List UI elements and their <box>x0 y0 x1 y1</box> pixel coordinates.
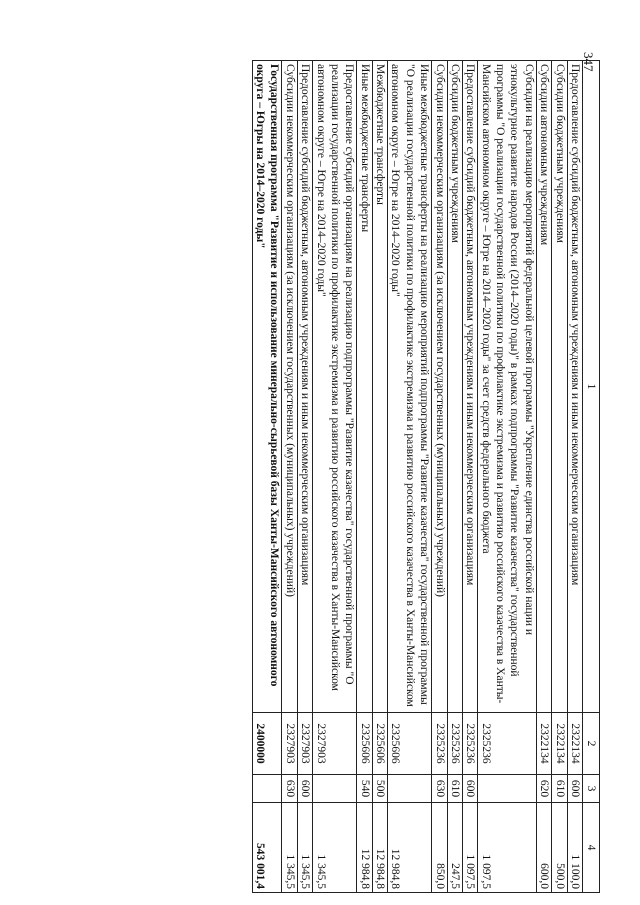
header-col-4: 4 <box>583 803 600 893</box>
header-col-1: 1 <box>583 61 600 713</box>
row-code: 2327903 <box>282 713 297 775</box>
header-row <box>583 61 600 893</box>
row-name: Субсидии на реализацию мероприятий федеральной целевой программы "Укрепление единства российской нации и этнокультурное развитие народов России (2014–2020 годы)" в рамках подпрограммы "Развитие казачества" государственной программы "О реализации государственной политики по профилактике экстремизма и развитию российского казачества в Ханты-Мансийском автономном округе – Югре на 2014–2020 годы" за счет средств федерального бюджета <box>478 61 537 713</box>
table-row <box>432 61 447 893</box>
row-name: Субсидии некоммерческим организациям (за исключением государственных (муниципальных) учреждений) <box>282 61 297 713</box>
row-amount: 12 984,8 <box>388 803 432 893</box>
row-code: 2325236 <box>432 713 447 775</box>
row-name: Межбюджетные трансферты <box>372 61 387 713</box>
row-amount: 1 097,5 <box>478 803 537 893</box>
row-type: 630 <box>282 775 297 803</box>
row-name: Субсидии автономным учреждениям <box>536 61 551 713</box>
row-name: Предоставление субсидий бюджетным, автономным учреждениям и иным некоммерческим организациям <box>297 61 312 713</box>
row-name: Государственная программа "Развитие и использование минерально-сырьевой базы Ханты-Мансийского автономного округа – Югры на 2014–2020 годы" <box>252 61 282 713</box>
row-name: Субсидии бюджетным учреждениям <box>552 61 567 713</box>
row-amount: 850,0 <box>432 803 447 893</box>
table-body <box>252 61 582 893</box>
table-row <box>357 61 372 893</box>
row-type: 600 <box>463 775 478 803</box>
row-type: 600 <box>297 775 312 803</box>
row-name: Предоставление субсидий бюджетным, автономным учреждениям и иным некоммерческим организациям <box>463 61 478 713</box>
row-amount: 1 345,5 <box>313 803 357 893</box>
table-row <box>536 61 551 893</box>
table-row <box>388 61 432 893</box>
table-row <box>567 61 582 893</box>
row-amount: 1 345,5 <box>282 803 297 893</box>
table-row <box>478 61 537 893</box>
row-type <box>313 775 357 803</box>
row-amount: 1 100,0 <box>567 803 582 893</box>
header-col-3: 3 <box>583 775 600 803</box>
table-row <box>313 61 357 893</box>
row-code: 2325236 <box>463 713 478 775</box>
table-row <box>372 61 387 893</box>
row-type: 600 <box>567 775 582 803</box>
row-code: 2327903 <box>313 713 357 775</box>
row-code: 2400000 <box>252 713 282 775</box>
row-code: 2325606 <box>388 713 432 775</box>
row-code: 2325606 <box>372 713 387 775</box>
row-amount: 1 345,5 <box>297 803 312 893</box>
row-type <box>252 775 282 803</box>
row-type <box>388 775 432 803</box>
row-type: 500 <box>372 775 387 803</box>
row-name: Иные межбюджетные трансферты на реализацию мероприятий подпрограммы "Развитие казачества" государственной программы "О реализации государственной политики по профилактике экстремизма и развитию российского казачества в Ханты-Мансийском автономном округе – Югре на 2014–2020 годы" <box>388 61 432 713</box>
table-row <box>552 61 567 893</box>
row-name: Предоставление субсидий бюджетным, автономным учреждениям и иным некоммерческим организациям <box>567 61 582 713</box>
row-amount: 247,5 <box>447 803 462 893</box>
row-type: 630 <box>432 775 447 803</box>
row-amount: 500,0 <box>552 803 567 893</box>
table-row <box>297 61 312 893</box>
row-amount: 600,0 <box>536 803 551 893</box>
row-name: Субсидии бюджетным учреждениям <box>447 61 462 713</box>
row-type: 540 <box>357 775 372 803</box>
budget-table <box>252 60 600 893</box>
row-name: Иные межбюджетные трансферты <box>357 61 372 713</box>
row-type: 620 <box>536 775 551 803</box>
row-code: 2322134 <box>552 713 567 775</box>
row-code: 2322134 <box>567 713 582 775</box>
table-row <box>252 61 282 893</box>
row-amount: 12 984,8 <box>372 803 387 893</box>
row-type: 610 <box>552 775 567 803</box>
page-number: 347 <box>581 52 596 72</box>
row-type: 610 <box>447 775 462 803</box>
row-type <box>478 775 537 803</box>
row-name: Предоставление субсидий организациям на реализацию подпрограммы "Развитие казачества" государственной программы "О реализации государственной политики по профилактике экстремизма и развитию российского казачества в Ханты-Мансийском автономном округе – Югре на 2014–2020 годы" <box>313 61 357 713</box>
row-code: 2327903 <box>297 713 312 775</box>
row-amount: 543 001,4 <box>252 803 282 893</box>
row-code: 2322134 <box>536 713 551 775</box>
row-name: Субсидии некоммерческим организациям (за исключением государственных (муниципальных) учреждений) <box>432 61 447 713</box>
table-row <box>282 61 297 893</box>
table-row <box>463 61 478 893</box>
table-row <box>447 61 462 893</box>
row-code: 2325606 <box>357 713 372 775</box>
row-amount: 12 984,8 <box>357 803 372 893</box>
header-col-2: 2 <box>583 713 600 775</box>
row-code: 2325236 <box>478 713 537 775</box>
row-amount: 1 097,5 <box>463 803 478 893</box>
rotated-table-container <box>80 60 600 892</box>
row-code: 2325236 <box>447 713 462 775</box>
